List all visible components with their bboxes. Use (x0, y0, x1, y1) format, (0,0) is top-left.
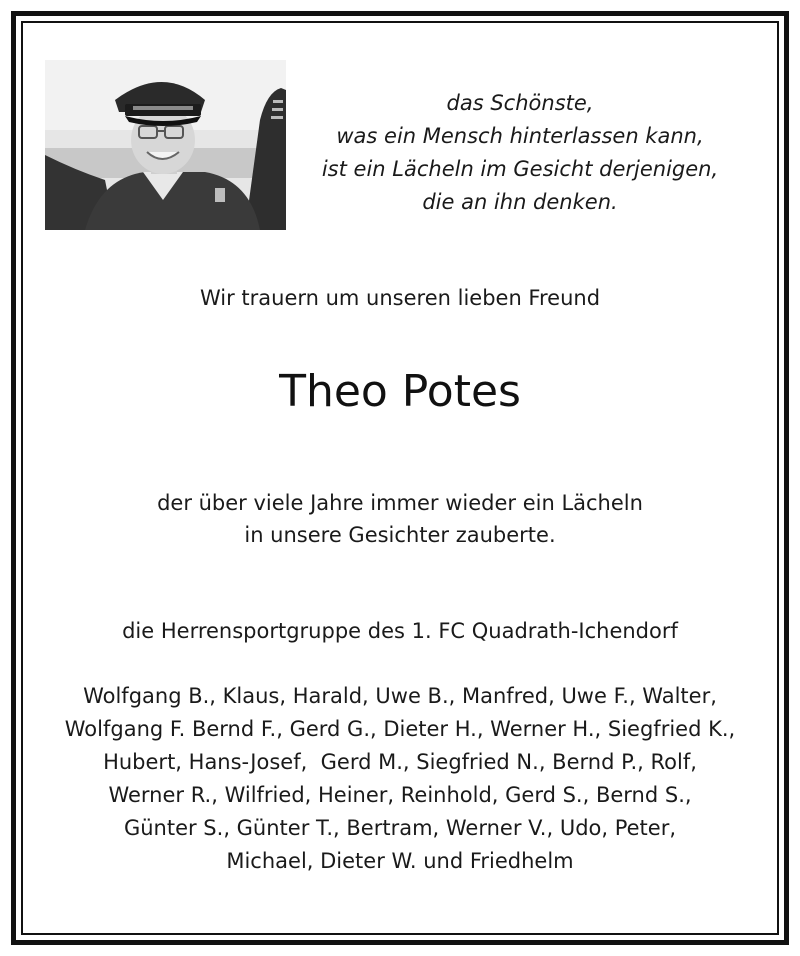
names-line: Günter S., Günter T., Bertram, Werner V., Udo, Peter, (123, 816, 677, 840)
tribute-line: in unsere Gesichter zauberte. (244, 523, 556, 547)
mourner-group: die Herrensportgruppe des 1. FC Quadrath-Ichendorf (122, 619, 678, 643)
tribute-line: der über viele Jahre immer wieder ein Lächeln (157, 491, 643, 515)
poem-line: die an ihn denken. (422, 190, 618, 214)
poem-quote (300, 87, 740, 219)
deceased-name: Theo Potes (279, 366, 521, 417)
names-line: Wolfgang F. Bernd F., Gerd G., Dieter H., Werner H., Siegfried K., (64, 717, 736, 741)
tribute-text (0, 487, 800, 551)
poem-line: ist ein Lächeln im Gesicht derjenigen, (321, 157, 719, 181)
poem-line: das Schönste, (446, 91, 594, 115)
names-line: Hubert, Hans-Josef, Gerd M., Siegfried N., Bernd P., Rolf, (103, 750, 697, 774)
portrait-photo (45, 60, 286, 230)
names-line: Michael, Dieter W. und Friedhelm (226, 849, 574, 873)
poem-line: was ein Mensch hinterlassen kann, (336, 124, 704, 148)
names-line: Wolfgang B., Klaus, Harald, Uwe B., Manfred, Uwe F., Walter, (83, 684, 717, 708)
names-line: Werner R., Wilfried, Heiner, Reinhold, Gerd S., Bernd S., (108, 783, 692, 807)
mourner-names (0, 680, 800, 878)
mourning-intro: Wir trauern um unseren lieben Freund (199, 286, 601, 310)
